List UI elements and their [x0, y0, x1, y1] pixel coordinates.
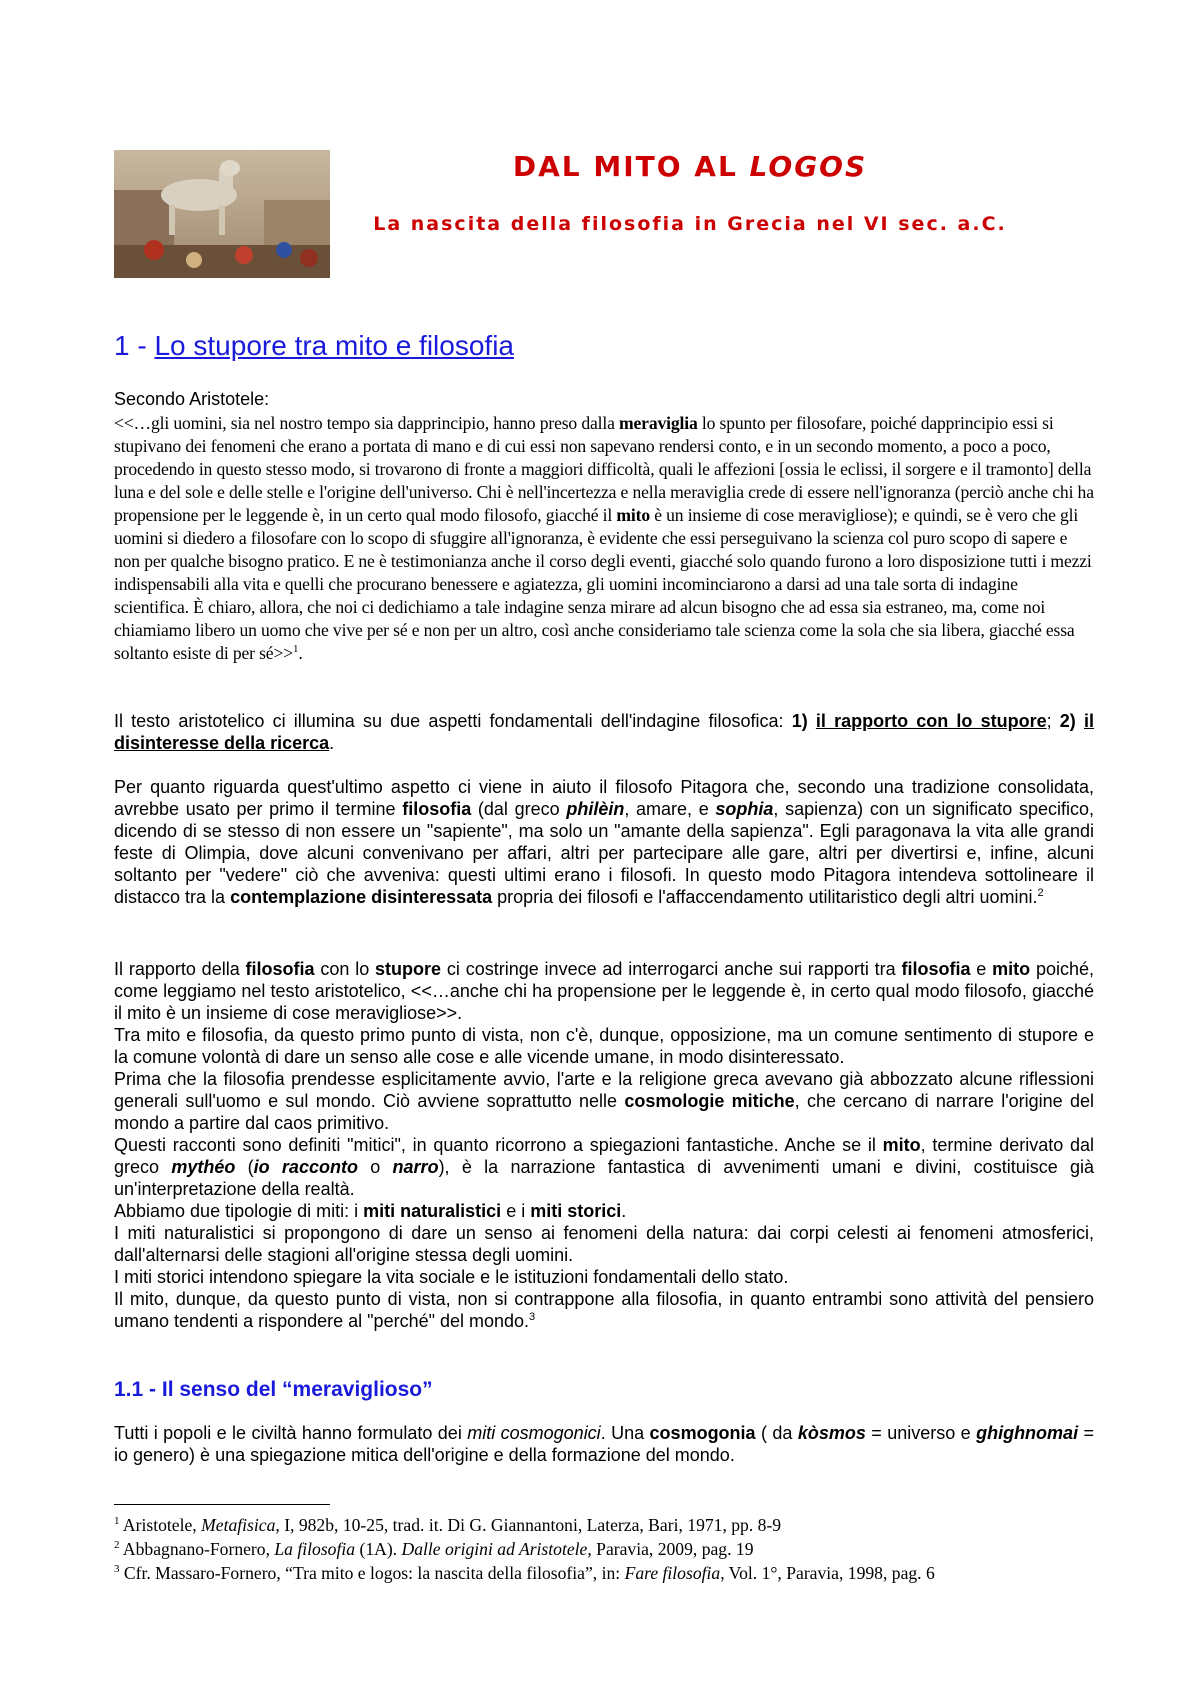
paragraph: Il rapporto della filosofia con lo stupore ci costringe invece ad interrogarci anche sui rapporti tra filosofia e mito poiché, come leggiamo nel testo aristotelico, <<…anche chi ha propensione per le leggende è, in certo qual modo filosofo, giacché il mito è un insieme di cose meravigliose>>.: [114, 959, 1095, 1023]
paragraph: Tra mito e filosofia, da questo primo punto di vista, non c'è, dunque, opposizione, ma un comune sentimento di stupore e la comune volontà di dare un senso alle cose e alle vicende umane, in modo disinteressato.: [114, 1025, 1094, 1067]
footnote-1: $^1$ Aristotele, Metafisica, I, 982b, 10-25, trad. it. Di G. Giannantoni, Laterza, Bari, 1971, pp. 8-9: [114, 1515, 782, 1535]
paragraph-group: [114, 958, 1094, 1332]
footnote-3: $^3$ Cfr. Massaro-Fornero, “Tra mito e logos: la nascita della filosofia”, in: Fare filosofia, Vol. 1°, Paravia, 1998, pag. 6: [114, 1563, 935, 1583]
paragraph: Prima che la filosofia prendesse esplicitamente avvio, l'arte e la religione greca avevano già abbozzato alcune riflessioni generali sull'uomo e sul mondo. Ciò avviene soprattutto nelle cosmologie mitiche, che cercano di narrare l'origine del mondo a partire dal caos primitivo.: [114, 1069, 1094, 1133]
document-title: DAL MITO AL LOGOS: [512, 150, 868, 183]
paragraph: Per quanto riguarda quest'ultimo aspetto ci viene in aiuto il filosofo Pitagora che, secondo una tradizione consolidata, avrebbe usato per primo il termine filosofia (dal greco philèin, amare, e sophia, sapienza) con un significato specifico, dicendo di se stesso di non essere un "sapiente", ma solo un "amante della sapienza". Egli paragonava la vita alle grandi feste di Olimpia, dove alcuni convenivano per affari, altri per partecipare alle gare, altri per divertirsi e, infine, alcuni soltanto per "vedere" ciò che avveniva: questi ultimi erano i filosofi. In questo modo Pitagora intendeva sottolineare il distacco tra la contemplazione disinteressata propria dei filosofi e l'affaccendamento utilitaristico degli altri uomini.$^2$: [114, 777, 1094, 907]
section-heading: 1 - Lo stupore tra mito e filosofia: [114, 330, 514, 361]
intro-line: Secondo Aristotele:: [114, 389, 270, 409]
footnote-separator: [114, 1504, 330, 1505]
header-painting: [114, 150, 330, 278]
aristotle-quote: <<…gli uomini, sia nel nostro tempo sia dapprincipio, hanno preso dalla meraviglia lo spunto per filosofare, poiché dapprincipio essi si stupivano dei fenomeni che erano a portata di mano e di cui essi non sapevano rendersi conto, e in un secondo momento, a poco a poco, procedendo in questo stesso modo, si trovarono di fronte a maggiori difficoltà, quali le affezioni [ossia le eclissi, il sorgere e il tramonto] della luna e del sole e delle stelle e l'origine dell'universo. Chi è nell'incertezza e nella meraviglia crede di essere nell'ignoranza (perciò anche chi ha propensione per le leggende è, in un certo qual modo filosofo, giacché il mito è un insieme di cose meravigliose); e quindi, se è vero che gli uomini si diedero a filosofare con lo scopo di sfuggire all'ignoranza, è evidente che essi perseguivano la scienza col puro scopo di sapere e non per qualche bisogno pratico. E ne è testimonianza anche il corso degli eventi, giacché solo quando furono a loro disposizione tutti i mezzi indispensabili alla vita e quelli che procurano benessere e agiatezza, gli uomini incominciarono a darsi ad una tale sorta di indagine scientifica. È chiaro, allora, che noi ci dedichiamo a tale indagine senza mirare ad alcun bisogno che ad essa sia estraneo, ma, come noi chiamiamo libero un uomo che vive per sé e non per un altro, così anche consideriamo tale scienza come la sola che sia libera, giacché essa soltanto esiste di per sé>>$^1$.: [114, 413, 1094, 663]
paragraph: Questi racconti sono definiti "mitici", in quanto ricorrono a spiegazioni fantastiche. Anche se il mito, termine derivato dal greco mythéo (io racconto o narro), è la narrazione fantastica di avvenimenti umani e divini, costituisce già un'interpretazione della realtà.: [114, 1135, 1095, 1199]
paragraph: Il testo aristotelico ci illumina su due aspetti fondamentali dell'indagine filosofica: 1) il rapporto con lo stupore; 2) il disinteresse della ricerca.: [114, 711, 1094, 753]
paragraph: I miti naturalistici si propongono di dare un senso ai fenomeni della natura: dai corpi celesti ai fenomeni atmosferici, dall'alternarsi delle stagioni all'origine stessa degli uomini.: [114, 1223, 1094, 1265]
paragraph: I miti storici intendono spiegare la vita sociale e le istituzioni fondamentali dello stato.: [114, 1267, 789, 1287]
paragraph: Il mito, dunque, da questo punto di vista, non si contrappone alla filosofia, in quanto entrambi sono attività del pensiero umano tendenti a rispondere al "perché" del mondo.$^3$: [114, 1289, 1094, 1331]
footnote-2: $^2$ Abbagnano-Fornero, La filosofia (1A). Dalle origini ad Aristotele, Paravia, 2009, pag. 19: [114, 1539, 754, 1559]
paragraph: Abbiamo due tipologie di miti: i miti naturalistici e i miti storici.: [114, 1201, 627, 1221]
document-subtitle: La nascita della filosofia in Grecia nel VI sec. a.C.: [373, 213, 1007, 235]
paragraph: Tutti i popoli e le civiltà hanno formulato dei miti cosmogonici. Una cosmogonia ( da kòsmos = universo e ghighnomai = io genero) è una spiegazione mitica dell'origine e della formazione del mondo.: [114, 1423, 1095, 1465]
subsection-heading: 1.1 - Il senso del “meraviglioso”: [114, 1378, 433, 1401]
